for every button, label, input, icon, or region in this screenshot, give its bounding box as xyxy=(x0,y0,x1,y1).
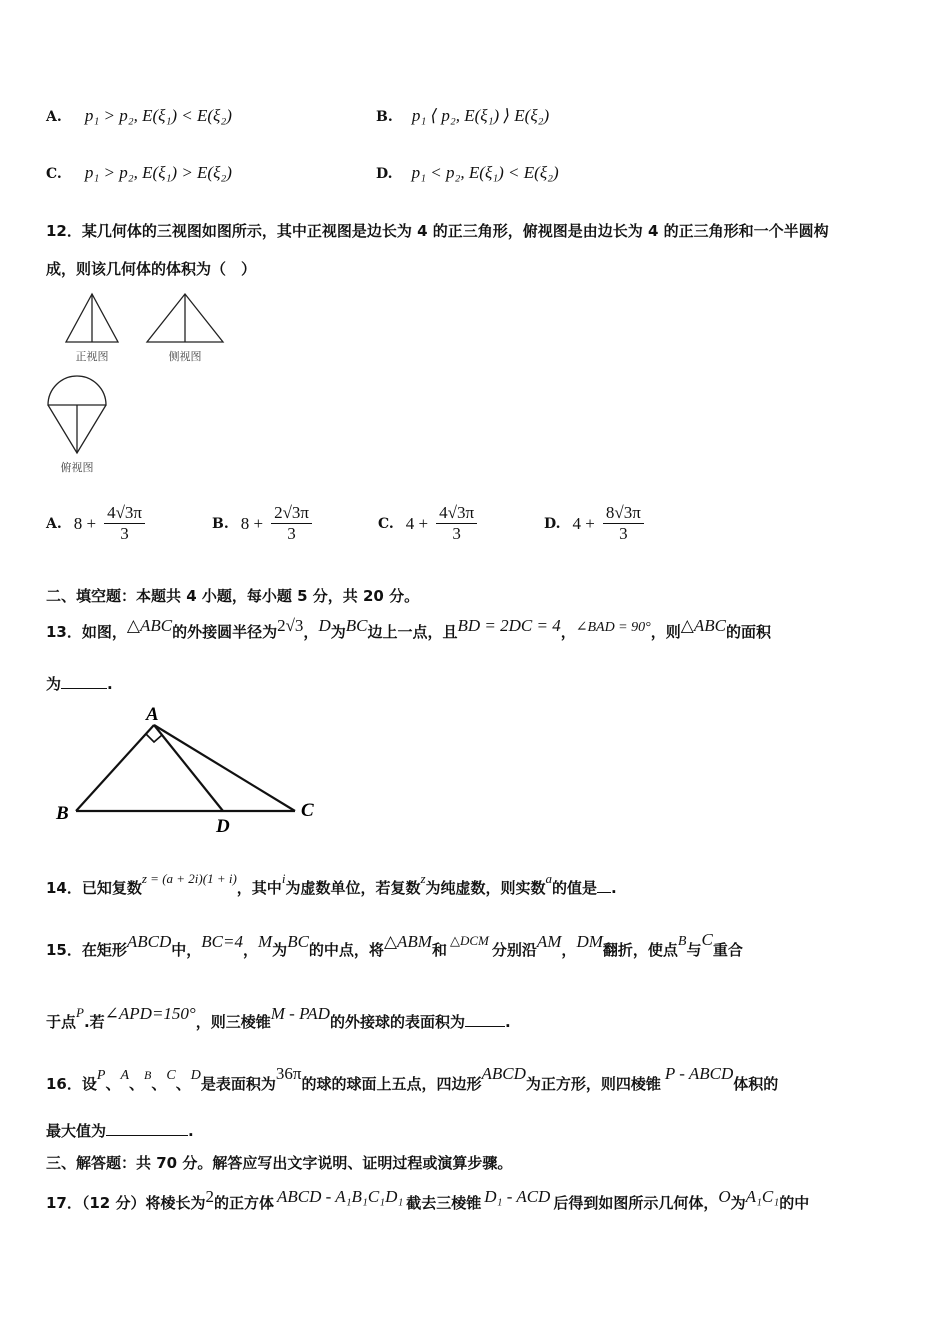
side-view-label: 侧视图 xyxy=(168,351,202,363)
fraction-numerator: 4√3π xyxy=(104,503,145,524)
q14-math: z xyxy=(420,871,426,886)
q15-text: 与 xyxy=(686,941,702,959)
q13-math: BC xyxy=(345,616,368,635)
fraction-numerator: 2√3π xyxy=(271,503,312,524)
q16-text: 体积的 xyxy=(733,1075,779,1093)
q16-text: 16．设 xyxy=(46,1075,97,1093)
q15-math: BC xyxy=(287,932,309,951)
q16-stem-line2 xyxy=(46,1120,194,1141)
side-view xyxy=(147,294,223,363)
q15-text: .若 xyxy=(83,1013,105,1031)
q15-math: P xyxy=(76,1005,84,1020)
q13-math: BD = 2DC = 4 xyxy=(457,616,561,635)
q15-math: ABCD xyxy=(126,932,172,951)
q17-text: 为 xyxy=(730,1194,746,1212)
q15-text: ， xyxy=(561,941,577,959)
q16-text: 最大值为 xyxy=(46,1122,107,1140)
q17-stem xyxy=(46,1187,809,1213)
q12-stem-line1: 12．某几何体的三视图如图所示，其中正视图是边长为 4 的正三角形，俯视图是由边长为 4 的正三角形和一个半圆构 xyxy=(46,222,829,240)
q16-text: 为正方形，则四棱锥 xyxy=(525,1075,661,1093)
q11-option-c xyxy=(46,163,232,183)
q14-text: 14．已知复数 xyxy=(46,879,142,897)
section-2-heading: 二、填空题：本题共 4 小题，每小题 5 分，共 20 分。 xyxy=(46,587,420,605)
q13-text: ， xyxy=(303,623,319,641)
q12-stem-line2: 成，则该几何体的体积为（ ） xyxy=(46,260,257,278)
q13-text: ， xyxy=(560,623,576,641)
fraction-denominator: 3 xyxy=(287,524,296,543)
top-view xyxy=(48,376,106,474)
q15-math: BC=4 xyxy=(201,932,243,951)
q16-math: P - ABCD xyxy=(664,1064,734,1083)
option-label: D. xyxy=(544,515,561,532)
q15-text: 于点 xyxy=(46,1013,77,1031)
q17-math: O xyxy=(718,1187,731,1206)
section-3-heading: 三、解答题：共 70 分。解答应写出文字说明、证明过程或演算步骤。 xyxy=(46,1154,513,1172)
option-fraction xyxy=(271,503,312,544)
q15-text: 15．在矩形 xyxy=(46,941,127,959)
option-int: 4 + xyxy=(572,513,595,533)
q17-text: 后得到如图所示几何体， xyxy=(553,1194,719,1212)
answer-blank xyxy=(106,1135,188,1136)
q16-math: C xyxy=(166,1068,176,1083)
q15-text: 的中点，将 xyxy=(308,941,384,959)
option-label: B. xyxy=(376,109,393,125)
q16-text: 、 xyxy=(105,1075,121,1093)
option-label: B. xyxy=(212,515,229,532)
q16-stem-line1 xyxy=(46,1064,778,1094)
option-fraction xyxy=(603,503,644,544)
q17-text: 17．（12 分）将棱长为 xyxy=(46,1194,206,1212)
fraction-denominator: 3 xyxy=(619,524,628,543)
option-label: A. xyxy=(46,109,62,125)
q13-text: 的面积 xyxy=(725,623,771,641)
q12-three-views-figure xyxy=(40,288,240,478)
option-text: p₁ > p₂, E(ξ₁) > E(ξ₂) xyxy=(84,163,232,182)
q15-text: 为 xyxy=(272,941,288,959)
q17-math: ABCD - A₁B₁C₁D₁ xyxy=(277,1187,404,1206)
front-view-label: 正视图 xyxy=(75,351,109,363)
q14-text: . xyxy=(611,879,617,897)
q15-stem-line2 xyxy=(46,1004,511,1032)
q13-text: 13．如图， xyxy=(46,623,127,641)
fraction-numerator: 8√3π xyxy=(603,503,644,524)
option-text: p₁ ⟨ p₂, E(ξ₁) ⟩ E(ξ₂) xyxy=(411,106,550,125)
q15-text: 重合 xyxy=(712,941,743,959)
option-fraction xyxy=(436,503,477,544)
q15-math: △DCM xyxy=(449,933,489,948)
q11-option-a xyxy=(46,106,232,126)
q15-math: M - PAD xyxy=(270,1004,330,1023)
q16-text: 是表面积为 xyxy=(200,1075,276,1093)
q13-math: △ABC xyxy=(680,616,726,635)
q15-math: △ABM xyxy=(383,932,432,951)
q16-math: 36π xyxy=(275,1064,302,1083)
q13-text: ，则 xyxy=(650,623,681,641)
vertex-d-label: D xyxy=(216,816,230,835)
fraction-denominator: 3 xyxy=(120,524,129,543)
answer-blank xyxy=(61,688,107,689)
option-fraction xyxy=(104,503,145,544)
q12-option-d xyxy=(544,503,710,544)
answer-blank xyxy=(597,892,611,893)
q13-triangle-figure xyxy=(50,700,330,835)
option-label: D. xyxy=(376,166,393,182)
q16-text: 、 xyxy=(129,1075,145,1093)
q16-math: ABCD xyxy=(481,1064,526,1083)
q14-text: 为虚数单位，若复数 xyxy=(285,879,421,897)
q14-text: 为纯虚数，则实数 xyxy=(425,879,546,897)
q17-math: A₁C₁ xyxy=(745,1187,780,1206)
q13-text: 为 xyxy=(330,623,346,641)
q16-text: . xyxy=(188,1122,194,1140)
answer-blank xyxy=(465,1026,505,1027)
q15-math: AM xyxy=(536,932,562,951)
option-label: C. xyxy=(46,166,62,182)
q15-text: 的外接球的表面积为 xyxy=(329,1013,465,1031)
option-text: p₁ < p₂, E(ξ₁) < E(ξ₂) xyxy=(411,163,559,182)
top-view-label: 俯视图 xyxy=(60,462,94,474)
q17-math: 2 xyxy=(205,1187,214,1206)
q15-text: . xyxy=(504,1013,511,1031)
q14-stem xyxy=(46,871,617,898)
q17-text: 的中 xyxy=(779,1194,810,1212)
q13-stem-line1 xyxy=(46,616,771,642)
option-label: C. xyxy=(378,515,394,532)
q15-text: 翻折，使点 xyxy=(602,941,678,959)
q14-text: 的值是 xyxy=(552,879,598,897)
fraction-denominator: 3 xyxy=(452,524,461,543)
fraction-numerator: 4√3π xyxy=(436,503,477,524)
q13-math: ∠BAD = 90° xyxy=(575,620,651,635)
q15-text: ， xyxy=(242,941,258,959)
q15-text: 和 xyxy=(431,941,447,959)
q13-text: 为 xyxy=(46,675,62,693)
q15-stem-line1 xyxy=(46,930,743,960)
q13-math: △ABC xyxy=(126,616,173,635)
q13-text: . xyxy=(107,675,113,693)
q15-math: DM xyxy=(576,932,603,951)
option-int: 4 + xyxy=(405,513,429,533)
vertex-c-label: C xyxy=(301,800,314,821)
front-view xyxy=(66,294,118,363)
q12-option-c xyxy=(378,503,544,544)
q15-math: C xyxy=(701,930,713,949)
q16-math: B xyxy=(144,1068,152,1082)
q13-math: D xyxy=(318,616,331,635)
q17-text: 截去三棱锥 xyxy=(406,1194,482,1212)
q15-text: 中， xyxy=(171,941,202,959)
option-label: A. xyxy=(46,515,62,532)
q16-math: P xyxy=(96,1068,106,1083)
q16-text: 、 xyxy=(151,1075,167,1093)
option-text: p₁ > p₂, E(ξ₁) < E(ξ₂) xyxy=(84,106,232,125)
q14-math: i xyxy=(281,871,286,886)
q13-text: 的外接圆半径为 xyxy=(172,623,278,641)
q16-text: 的球的球面上五点，四边形 xyxy=(301,1075,482,1093)
q12-option-b xyxy=(212,503,378,544)
vertex-b-label: B xyxy=(56,803,69,824)
q14-text: ，其中 xyxy=(236,879,282,897)
q15-text: ，则三棱锥 xyxy=(195,1013,271,1031)
q14-math: z = (a + 2i)(1 + i) xyxy=(141,871,237,886)
q15-math: B xyxy=(677,934,687,949)
vertex-a-label: A xyxy=(146,704,159,725)
q13-stem-line2 xyxy=(46,673,113,694)
q17-text: 的正方体 xyxy=(213,1194,274,1212)
q15-math: M xyxy=(258,932,273,951)
q16-math: A xyxy=(120,1068,130,1083)
q16-text: 、 xyxy=(175,1075,191,1093)
q11-option-d xyxy=(376,163,559,183)
q16-math: D xyxy=(190,1068,201,1083)
q12-options-row xyxy=(46,503,710,544)
q13-text: 边上一点，且 xyxy=(367,623,458,641)
q15-math: ∠APD=150° xyxy=(104,1004,196,1023)
q11-option-b xyxy=(376,106,549,126)
q12-option-a xyxy=(46,503,212,544)
q15-text: 分别沿 xyxy=(491,941,537,959)
q14-math: a xyxy=(545,871,553,886)
option-int: 8 + xyxy=(240,513,264,533)
q17-math: D₁ - ACD xyxy=(484,1187,551,1206)
option-int: 8 + xyxy=(73,513,97,533)
q13-math: 2√3 xyxy=(277,616,304,635)
